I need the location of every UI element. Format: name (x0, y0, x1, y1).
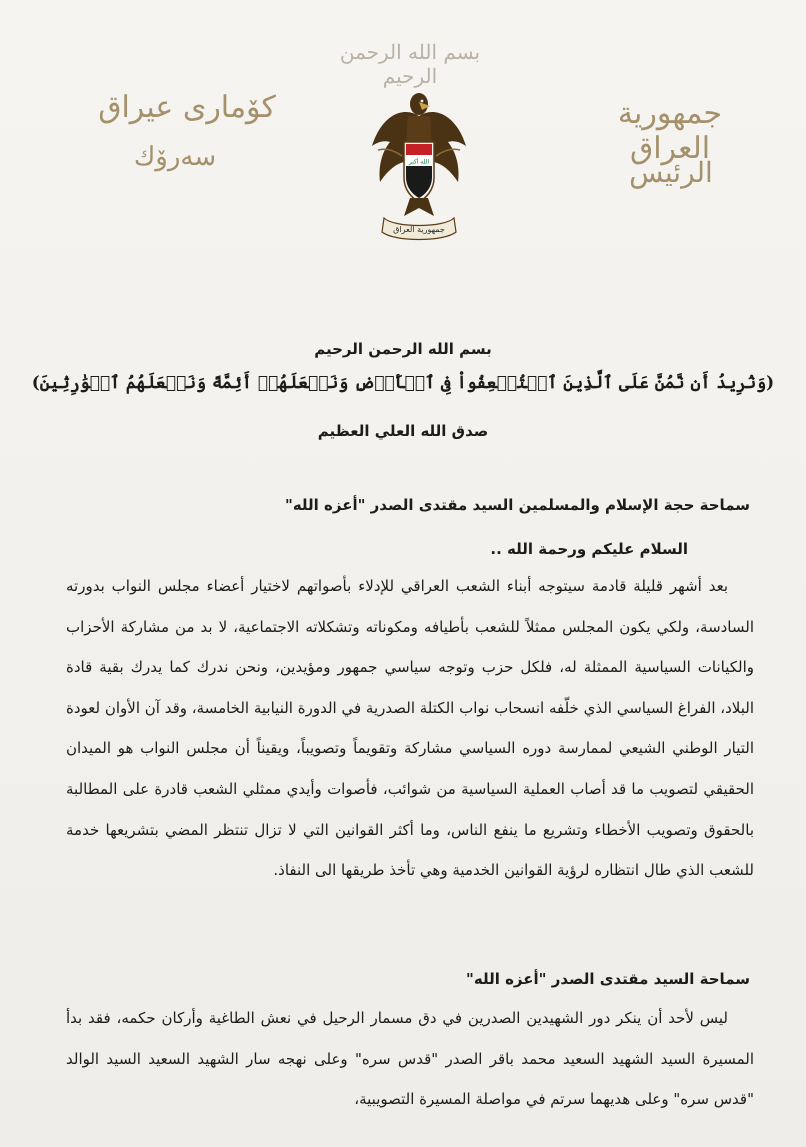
kurdish-republic-title: كۆمارى عيراق (98, 90, 276, 125)
letterhead (0, 0, 806, 260)
iraq-eagle-emblem-icon (364, 86, 474, 246)
kurdish-president-title: سەرۆك (133, 142, 217, 172)
quran-verse: (وَنُرِيدُ أَن نَّمُنَّ عَلَى ٱلَّذِينَ ٱسۡتُضۡعِفُواْ فِى ٱلۡأَرۡضِ وَنَجۡعَلَهُمۡ أَئِمَّةً وَنَجۡعَلَهُمُ ٱلۡوَٰرِثِينَ) (31, 373, 775, 393)
decorative-basmala: بسم الله الرحمن الرحيم (339, 40, 481, 88)
emblem-flag-text: الله أكبر (408, 158, 430, 166)
second-heading: سماحة السيد مقتدى الصدر "أعزه الله" (466, 970, 750, 988)
paragraph-2 (66, 998, 754, 1120)
sadaq-line: صدق الله العلي العظيم (317, 422, 489, 440)
paragraph-1-text: بعد أشهر قليلة قادمة سيتوجه أبناء الشعب العراقي للإدلاء بأصواتهم لاختيار أعضاء مجلس النواب بدورته السادسة، ولكي يكون المجلس ممثلاً للشعب بأطيافه ومكوناته وتشكلاته الاجتماعية، لا بد من مشاركة الأحزاب والكيانات السياسية الممثلة له، فلكل حزب وتوجه سياسي جمهور ومؤيدين، ونحن ندرك كما يدرك بقية قادة البلاد، الفراغ السياسي الذي خلّفه انسحاب نواب الكتلة الصدرية في الدورة النيابية الخامسة، وقد آن الأوان لعودة التيار الوطني الشيعي لممارسة دوره السياسي مشاركة وتقويماً وتصويباً، ويقيناً أن مجلس النواب هو الميدان الحقيقي لتصويب ما قد أصاب العملية السياسية من شوائب، فأصوات وأيدي ممثلي الشعب قادرة على المطالبة بالحقوق وتصويب الأخطاء وتشريع ما ينفع الناس، وما أكثر القوانين التي لا تزال تنتظر المضي بتشريعها خدمة للشعب الذي طال انتظاره لرؤية القوانين الخدمية وهي تأخذ طريقها الى النفاذ. (66, 577, 754, 880)
emblem-scroll-text: جمهورية العراق (393, 225, 445, 234)
arabic-president-title: الرئيس (629, 156, 713, 189)
paragraph-2-text: ليس لأحد أن ينكر دور الشهيدين الصدرين في دق مسمار الرحيل في نعش الطاغية وأركان حكمه، فقد بدأ المسيرة السيد الشهيد السعيد محمد باقر الصدر "قدس سره" وعلى نهجه سار الشهيد السعيد السيد الوالد "قدس سره" وعلى هديهما سرتم في مواصلة المسيرة التصويبية، (66, 1009, 754, 1109)
body-basmala: بسم الله الرحمن الرحيم (314, 340, 492, 358)
addressee-heading: سماحة حجة الإسلام والمسلمين السيد مقتدى الصدر "أعزه الله" (285, 496, 750, 514)
greeting-line: السلام عليكم ورحمة الله .. (490, 540, 688, 558)
arabic-republic-title: جمهورية العراق (617, 96, 723, 166)
paragraph-1 (66, 566, 754, 891)
